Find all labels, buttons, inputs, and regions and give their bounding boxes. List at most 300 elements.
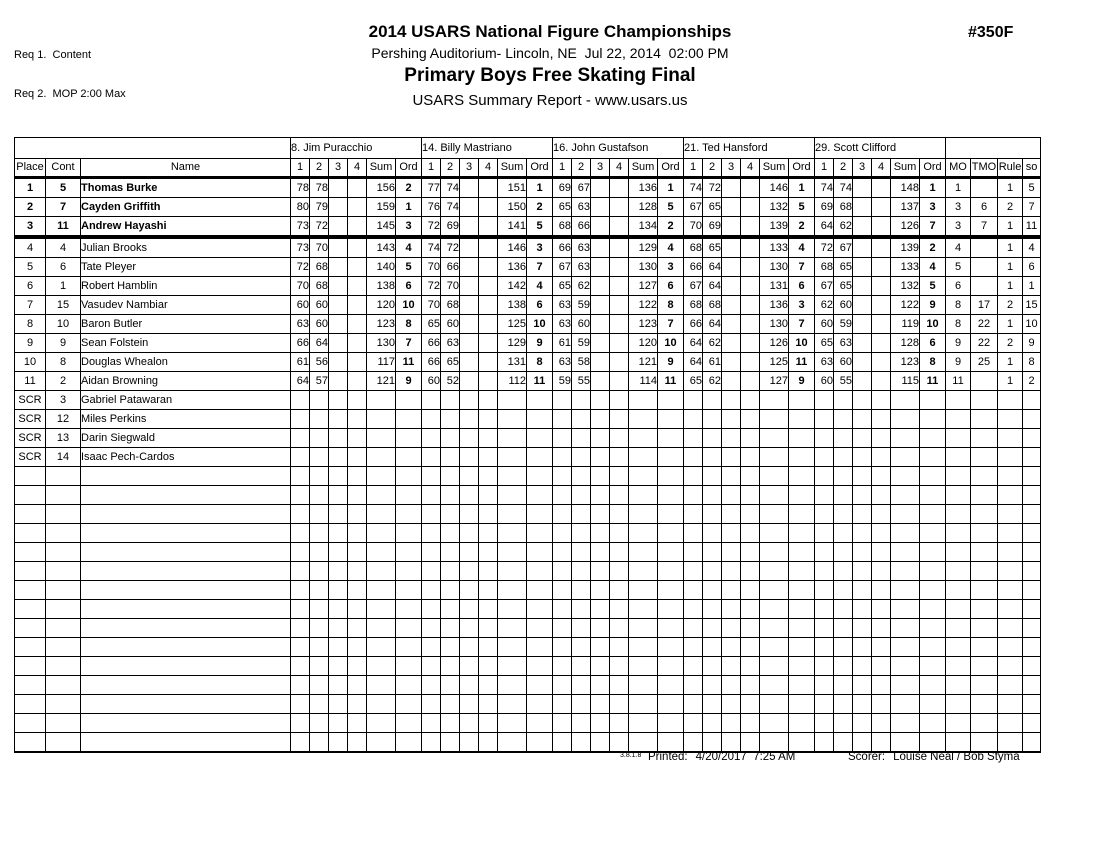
score-cell: 68 bbox=[441, 296, 460, 315]
score-cell bbox=[610, 217, 629, 238]
score-cell bbox=[703, 581, 722, 600]
sum-cell bbox=[498, 600, 527, 619]
sum-cell bbox=[367, 600, 396, 619]
sum-cell bbox=[367, 505, 396, 524]
sum-cell bbox=[891, 657, 920, 676]
ord-cell: 11 bbox=[789, 353, 815, 372]
mo-cell: 6 bbox=[946, 277, 971, 296]
ord-cell: 1 bbox=[658, 178, 684, 198]
score-cell: 67 bbox=[572, 178, 591, 198]
score-cell: 63 bbox=[572, 237, 591, 258]
score-cell: 65 bbox=[553, 277, 572, 296]
score-cell bbox=[610, 619, 629, 638]
name-cell bbox=[81, 581, 291, 600]
score-cell bbox=[741, 429, 760, 448]
rule-cell: 1 bbox=[998, 277, 1023, 296]
score-cell bbox=[834, 619, 853, 638]
score-cell bbox=[722, 334, 741, 353]
score-cell bbox=[422, 714, 441, 733]
score-cell bbox=[872, 562, 891, 581]
score-cell bbox=[610, 638, 629, 657]
ord-cell bbox=[658, 562, 684, 581]
score-cell bbox=[872, 619, 891, 638]
score-cell bbox=[591, 429, 610, 448]
score-cell bbox=[329, 315, 348, 334]
score-cell bbox=[460, 237, 479, 258]
judge-name-cell: 14. Billy Mastriano bbox=[422, 138, 553, 159]
so-cell bbox=[1023, 524, 1041, 543]
score-cell bbox=[741, 277, 760, 296]
ord-cell bbox=[658, 581, 684, 600]
sum-header: Sum bbox=[498, 159, 527, 178]
sum-cell bbox=[760, 657, 789, 676]
cont-cell: 12 bbox=[46, 410, 81, 429]
score-cell: 63 bbox=[572, 198, 591, 217]
ord-cell bbox=[658, 543, 684, 562]
score-cell: 72 bbox=[815, 237, 834, 258]
score-cell bbox=[553, 619, 572, 638]
score-cell: 66 bbox=[441, 258, 460, 277]
score-cell: 68 bbox=[684, 296, 703, 315]
score-cell bbox=[741, 467, 760, 486]
score-cell bbox=[872, 296, 891, 315]
score-cell bbox=[572, 524, 591, 543]
empty-row bbox=[15, 543, 1041, 562]
score-cell bbox=[591, 486, 610, 505]
score-cell bbox=[460, 638, 479, 657]
ord-cell bbox=[789, 391, 815, 410]
score-cell bbox=[348, 391, 367, 410]
score-cell bbox=[834, 695, 853, 714]
score-cell bbox=[741, 733, 760, 753]
score-cell: 70 bbox=[422, 258, 441, 277]
score-cell bbox=[460, 600, 479, 619]
score-cell bbox=[872, 429, 891, 448]
score-cell: 63 bbox=[441, 334, 460, 353]
score-cell bbox=[479, 237, 498, 258]
score-cell bbox=[422, 543, 441, 562]
score-cell: 64 bbox=[703, 277, 722, 296]
ord-cell bbox=[920, 581, 946, 600]
score-cell bbox=[815, 657, 834, 676]
ord-cell: 9 bbox=[789, 372, 815, 391]
score-cell: 60 bbox=[815, 315, 834, 334]
score-cell bbox=[441, 562, 460, 581]
figure-number-header: 3 bbox=[460, 159, 479, 178]
ord-cell bbox=[920, 600, 946, 619]
ord-cell bbox=[527, 600, 553, 619]
figure-number-header: 2 bbox=[310, 159, 329, 178]
so-cell bbox=[1023, 600, 1041, 619]
sum-cell: 125 bbox=[760, 353, 789, 372]
ord-cell: 3 bbox=[527, 237, 553, 258]
sum-cell: 136 bbox=[629, 178, 658, 198]
score-cell bbox=[703, 524, 722, 543]
score-cell bbox=[479, 467, 498, 486]
score-cell bbox=[591, 505, 610, 524]
ord-cell bbox=[527, 391, 553, 410]
score-cell: 64 bbox=[291, 372, 310, 391]
score-cell bbox=[703, 486, 722, 505]
so-cell: 6 bbox=[1023, 258, 1041, 277]
rule-cell: 1 bbox=[998, 315, 1023, 334]
sum-cell bbox=[367, 543, 396, 562]
score-cell bbox=[441, 410, 460, 429]
so-cell bbox=[1023, 467, 1041, 486]
score-cell bbox=[441, 676, 460, 695]
so-cell: 4 bbox=[1023, 237, 1041, 258]
sum-cell: 128 bbox=[629, 198, 658, 217]
so-cell bbox=[1023, 562, 1041, 581]
score-cell: 61 bbox=[553, 334, 572, 353]
score-cell bbox=[741, 410, 760, 429]
figure-number-header: 1 bbox=[553, 159, 572, 178]
ord-cell bbox=[789, 429, 815, 448]
score-cell bbox=[853, 277, 872, 296]
score-cell bbox=[610, 258, 629, 277]
sum-cell: 137 bbox=[891, 198, 920, 217]
score-cell bbox=[684, 581, 703, 600]
sum-cell bbox=[367, 581, 396, 600]
ord-cell: 6 bbox=[527, 296, 553, 315]
name-cell bbox=[81, 638, 291, 657]
score-cell bbox=[610, 448, 629, 467]
sum-cell: 156 bbox=[367, 178, 396, 198]
score-cell: 68 bbox=[703, 296, 722, 315]
tmo-cell: 17 bbox=[971, 296, 998, 315]
judge-name-cell: 21. Ted Hansford bbox=[684, 138, 815, 159]
ord-cell bbox=[396, 391, 422, 410]
score-cell bbox=[348, 372, 367, 391]
score-cell bbox=[703, 467, 722, 486]
cont-cell: 13 bbox=[46, 429, 81, 448]
score-cell bbox=[460, 353, 479, 372]
score-cell bbox=[310, 562, 329, 581]
rule-cell bbox=[998, 429, 1023, 448]
result-row bbox=[15, 315, 1041, 334]
score-cell bbox=[610, 410, 629, 429]
empty-row bbox=[15, 524, 1041, 543]
sum-cell bbox=[891, 486, 920, 505]
score-cell bbox=[479, 198, 498, 217]
score-cell bbox=[553, 695, 572, 714]
rule-cell bbox=[998, 486, 1023, 505]
score-cell bbox=[479, 277, 498, 296]
rule-cell: 1 bbox=[998, 237, 1023, 258]
sum-cell: 159 bbox=[367, 198, 396, 217]
so-cell: 15 bbox=[1023, 296, 1041, 315]
score-cell: 57 bbox=[310, 372, 329, 391]
score-cell bbox=[853, 524, 872, 543]
name-cell bbox=[81, 733, 291, 753]
score-cell bbox=[291, 695, 310, 714]
score-cell bbox=[479, 581, 498, 600]
score-cell bbox=[722, 505, 741, 524]
figure-number-header: 2 bbox=[703, 159, 722, 178]
ord-cell: 10 bbox=[920, 315, 946, 334]
score-cell bbox=[610, 467, 629, 486]
score-cell bbox=[422, 429, 441, 448]
score-cell bbox=[329, 505, 348, 524]
so-cell bbox=[1023, 391, 1041, 410]
name-cell: Tate Pleyer bbox=[81, 258, 291, 277]
cont-cell bbox=[46, 733, 81, 753]
score-cell bbox=[310, 448, 329, 467]
score-cell bbox=[422, 657, 441, 676]
score-cell bbox=[310, 410, 329, 429]
score-cell bbox=[591, 198, 610, 217]
score-cell: 65 bbox=[684, 372, 703, 391]
score-cell bbox=[853, 676, 872, 695]
score-cell bbox=[591, 372, 610, 391]
rule-cell bbox=[998, 619, 1023, 638]
sum-cell bbox=[891, 543, 920, 562]
sum-cell: 120 bbox=[629, 334, 658, 353]
name-cell bbox=[81, 695, 291, 714]
sum-cell bbox=[891, 714, 920, 733]
mo-cell: 1 bbox=[946, 178, 971, 198]
score-cell bbox=[853, 429, 872, 448]
score-cell bbox=[441, 619, 460, 638]
score-cell bbox=[310, 429, 329, 448]
score-cell bbox=[853, 178, 872, 198]
score-cell bbox=[479, 733, 498, 753]
score-cell bbox=[329, 410, 348, 429]
score-cell bbox=[872, 676, 891, 695]
score-cell: 70 bbox=[422, 296, 441, 315]
score-cell bbox=[741, 524, 760, 543]
ord-cell bbox=[658, 505, 684, 524]
mo-cell: 9 bbox=[946, 353, 971, 372]
score-cell bbox=[684, 676, 703, 695]
score-cell bbox=[572, 391, 591, 410]
ord-cell bbox=[527, 638, 553, 657]
score-cell: 59 bbox=[572, 334, 591, 353]
score-cell bbox=[722, 695, 741, 714]
mo-cell bbox=[946, 448, 971, 467]
sum-cell bbox=[891, 467, 920, 486]
ord-cell bbox=[396, 543, 422, 562]
ord-cell bbox=[658, 486, 684, 505]
score-cell bbox=[348, 315, 367, 334]
mo-cell: 4 bbox=[946, 237, 971, 258]
sum-cell bbox=[367, 486, 396, 505]
score-cell bbox=[460, 372, 479, 391]
empty-row bbox=[15, 657, 1041, 676]
score-cell bbox=[834, 581, 853, 600]
figure-number-header: 3 bbox=[591, 159, 610, 178]
sum-cell: 126 bbox=[760, 334, 789, 353]
rule-cell bbox=[998, 467, 1023, 486]
score-cell bbox=[703, 600, 722, 619]
name-cell bbox=[81, 505, 291, 524]
place-cell: 3 bbox=[15, 217, 46, 238]
score-cell bbox=[684, 657, 703, 676]
sum-cell bbox=[498, 429, 527, 448]
sum-cell: 138 bbox=[367, 277, 396, 296]
mo-cell bbox=[946, 429, 971, 448]
score-cell: 66 bbox=[684, 258, 703, 277]
score-cell: 78 bbox=[291, 178, 310, 198]
score-cell bbox=[684, 524, 703, 543]
figure-number-header: 1 bbox=[291, 159, 310, 178]
score-cell bbox=[684, 619, 703, 638]
score-cell: 62 bbox=[703, 334, 722, 353]
score-cell bbox=[853, 217, 872, 238]
score-cell bbox=[684, 410, 703, 429]
ord-header: Ord bbox=[527, 159, 553, 178]
result-row bbox=[15, 391, 1041, 410]
score-cell bbox=[479, 619, 498, 638]
score-cell bbox=[722, 237, 741, 258]
score-cell bbox=[853, 714, 872, 733]
score-cell bbox=[441, 391, 460, 410]
empty-row bbox=[15, 467, 1041, 486]
ord-cell: 9 bbox=[920, 296, 946, 315]
result-row bbox=[15, 448, 1041, 467]
ord-cell: 4 bbox=[396, 237, 422, 258]
ord-cell bbox=[920, 448, 946, 467]
score-cell bbox=[722, 638, 741, 657]
sum-header: Sum bbox=[891, 159, 920, 178]
score-cell bbox=[722, 657, 741, 676]
sum-cell bbox=[629, 562, 658, 581]
score-cell bbox=[684, 486, 703, 505]
sum-cell bbox=[891, 676, 920, 695]
score-cell bbox=[479, 505, 498, 524]
score-cell bbox=[591, 315, 610, 334]
score-cell bbox=[703, 562, 722, 581]
sum-cell: 121 bbox=[629, 353, 658, 372]
score-cell bbox=[348, 581, 367, 600]
score-cell bbox=[610, 178, 629, 198]
figure-number-header: 3 bbox=[853, 159, 872, 178]
sum-cell bbox=[760, 391, 789, 410]
sum-cell bbox=[891, 562, 920, 581]
score-cell bbox=[722, 562, 741, 581]
ord-cell bbox=[396, 638, 422, 657]
score-cell: 66 bbox=[422, 334, 441, 353]
ord-cell: 4 bbox=[789, 237, 815, 258]
sum-cell bbox=[367, 695, 396, 714]
tmo-cell: 22 bbox=[971, 315, 998, 334]
score-cell: 55 bbox=[834, 372, 853, 391]
score-cell bbox=[591, 695, 610, 714]
sum-cell bbox=[629, 448, 658, 467]
so-cell: 5 bbox=[1023, 178, 1041, 198]
score-cell: 68 bbox=[834, 198, 853, 217]
sum-cell bbox=[629, 638, 658, 657]
cont-cell: 15 bbox=[46, 296, 81, 315]
name-cell bbox=[81, 714, 291, 733]
score-cell bbox=[722, 543, 741, 562]
score-cell bbox=[610, 237, 629, 258]
tmo-cell: 6 bbox=[971, 198, 998, 217]
score-cell bbox=[853, 695, 872, 714]
ord-cell bbox=[658, 638, 684, 657]
score-cell bbox=[834, 638, 853, 657]
score-cell: 63 bbox=[553, 353, 572, 372]
name-header: Name bbox=[81, 159, 291, 178]
figure-number-header: 4 bbox=[610, 159, 629, 178]
cont-cell: 1 bbox=[46, 277, 81, 296]
score-cell bbox=[310, 486, 329, 505]
score-cell bbox=[460, 391, 479, 410]
so-cell bbox=[1023, 410, 1041, 429]
score-cell: 65 bbox=[703, 198, 722, 217]
score-cell bbox=[479, 676, 498, 695]
score-cell bbox=[872, 258, 891, 277]
result-row bbox=[15, 237, 1041, 258]
score-cell bbox=[853, 657, 872, 676]
score-cell bbox=[310, 600, 329, 619]
score-cell bbox=[703, 391, 722, 410]
sum-cell bbox=[629, 695, 658, 714]
score-cell bbox=[479, 543, 498, 562]
ord-cell bbox=[658, 391, 684, 410]
name-cell: Baron Butler bbox=[81, 315, 291, 334]
score-cell bbox=[422, 581, 441, 600]
sum-cell bbox=[498, 657, 527, 676]
score-cell bbox=[703, 619, 722, 638]
score-cell bbox=[722, 714, 741, 733]
name-cell: Andrew Hayashi bbox=[81, 217, 291, 238]
score-cell bbox=[348, 258, 367, 277]
score-cell bbox=[853, 486, 872, 505]
score-cell bbox=[348, 714, 367, 733]
tmo-header: TMO bbox=[971, 159, 998, 178]
score-cell bbox=[591, 334, 610, 353]
score-cell bbox=[422, 505, 441, 524]
title-block bbox=[0, 22, 1100, 109]
score-cell bbox=[834, 676, 853, 695]
ord-cell bbox=[396, 486, 422, 505]
score-cell bbox=[872, 657, 891, 676]
ord-header: Ord bbox=[396, 159, 422, 178]
mo-cell bbox=[946, 543, 971, 562]
score-cell bbox=[872, 353, 891, 372]
venue-line: Pershing Auditorium- Lincoln, NE Jul 22, 2014 02:00 PM bbox=[371, 45, 729, 61]
result-row bbox=[15, 353, 1041, 372]
mo-cell bbox=[946, 695, 971, 714]
cont-cell bbox=[46, 543, 81, 562]
sum-cell: 120 bbox=[367, 296, 396, 315]
ord-cell: 8 bbox=[920, 353, 946, 372]
score-cell: 60 bbox=[834, 296, 853, 315]
mo-cell bbox=[946, 562, 971, 581]
sum-cell bbox=[498, 524, 527, 543]
ord-cell bbox=[396, 619, 422, 638]
score-cell bbox=[422, 410, 441, 429]
tmo-cell bbox=[971, 714, 998, 733]
ord-cell: 7 bbox=[789, 315, 815, 334]
score-cell: 63 bbox=[815, 353, 834, 372]
name-cell: Julian Brooks bbox=[81, 237, 291, 258]
score-cell bbox=[291, 733, 310, 753]
score-cell bbox=[460, 277, 479, 296]
ord-cell bbox=[920, 676, 946, 695]
score-cell bbox=[572, 562, 591, 581]
ord-cell bbox=[396, 505, 422, 524]
score-cell: 62 bbox=[572, 277, 591, 296]
ord-header: Ord bbox=[789, 159, 815, 178]
score-cell bbox=[872, 372, 891, 391]
ord-cell: 1 bbox=[920, 178, 946, 198]
score-cell bbox=[722, 315, 741, 334]
score-cell bbox=[872, 277, 891, 296]
score-cell bbox=[329, 733, 348, 753]
sum-cell bbox=[367, 657, 396, 676]
